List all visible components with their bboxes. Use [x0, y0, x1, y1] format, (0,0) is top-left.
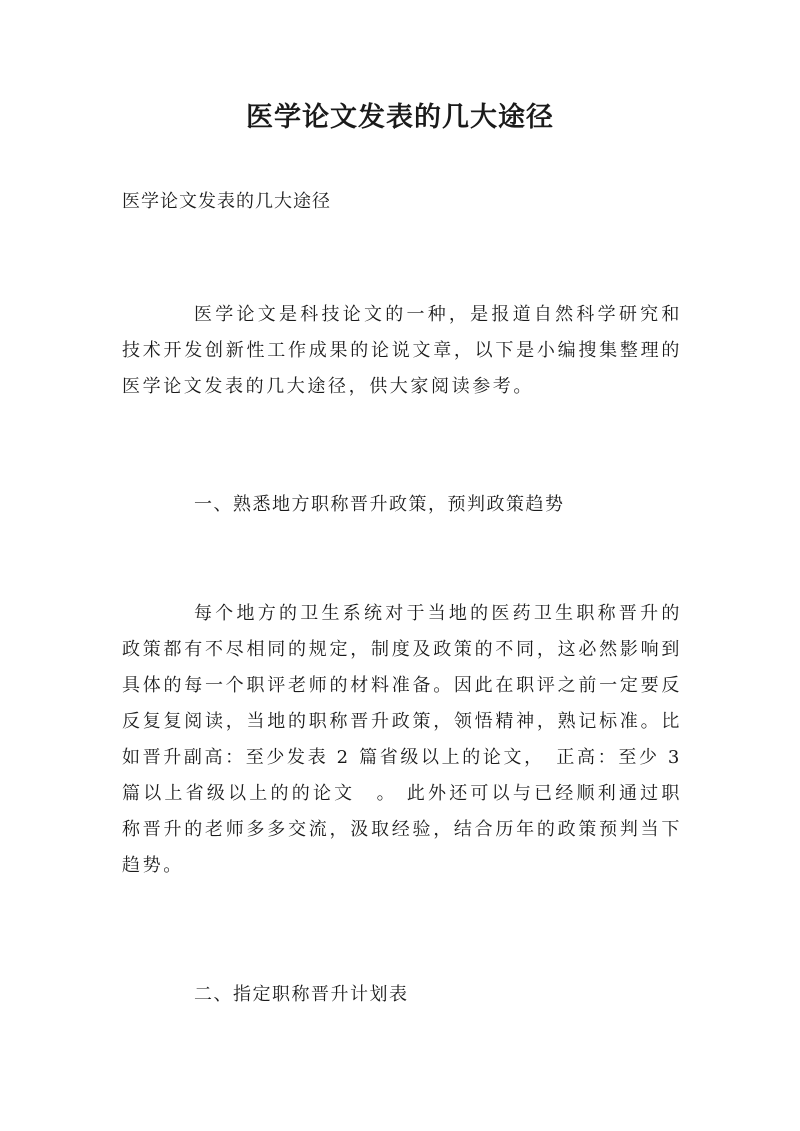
section-heading-1: 一、熟悉地方职称晋升政策，预判政策趋势: [194, 494, 565, 515]
section-heading-2: 二、指定职称晋升计划表: [194, 984, 409, 1005]
intro-paragraph: 医学论文是科技论文的一种，是报道自然科学研究和技术开发创新性工作成果的论说文章，以下是小编搜集整理的医学论文发表的几大途径，供大家阅读参考。: [122, 304, 682, 397]
document-title: 医学论文发表的几大途径: [246, 102, 554, 133]
document-subtitle: 医学论文发表的几大途径: [122, 191, 331, 212]
section-1-paragraph: 每个地方的卫生系统对于当地的医药卫生职称晋升的政策都有不尽相同的规定，制度及政策的不同，这必然影响到具体的每一个职评老师的材料准备。因此在职评之前一定要反反复复阅读，当地的职称晋升政策，领悟精神，熟记标准。比如晋升副高：至少发表 2 篇省级以上的论文， 正高：至少 3 篇以上省级以上的的论文 。 此外还可以与已经顺利通过职称晋升的老师多多交流，汲取经验，结合历年的政策预判当下趋势。: [122, 603, 682, 876]
